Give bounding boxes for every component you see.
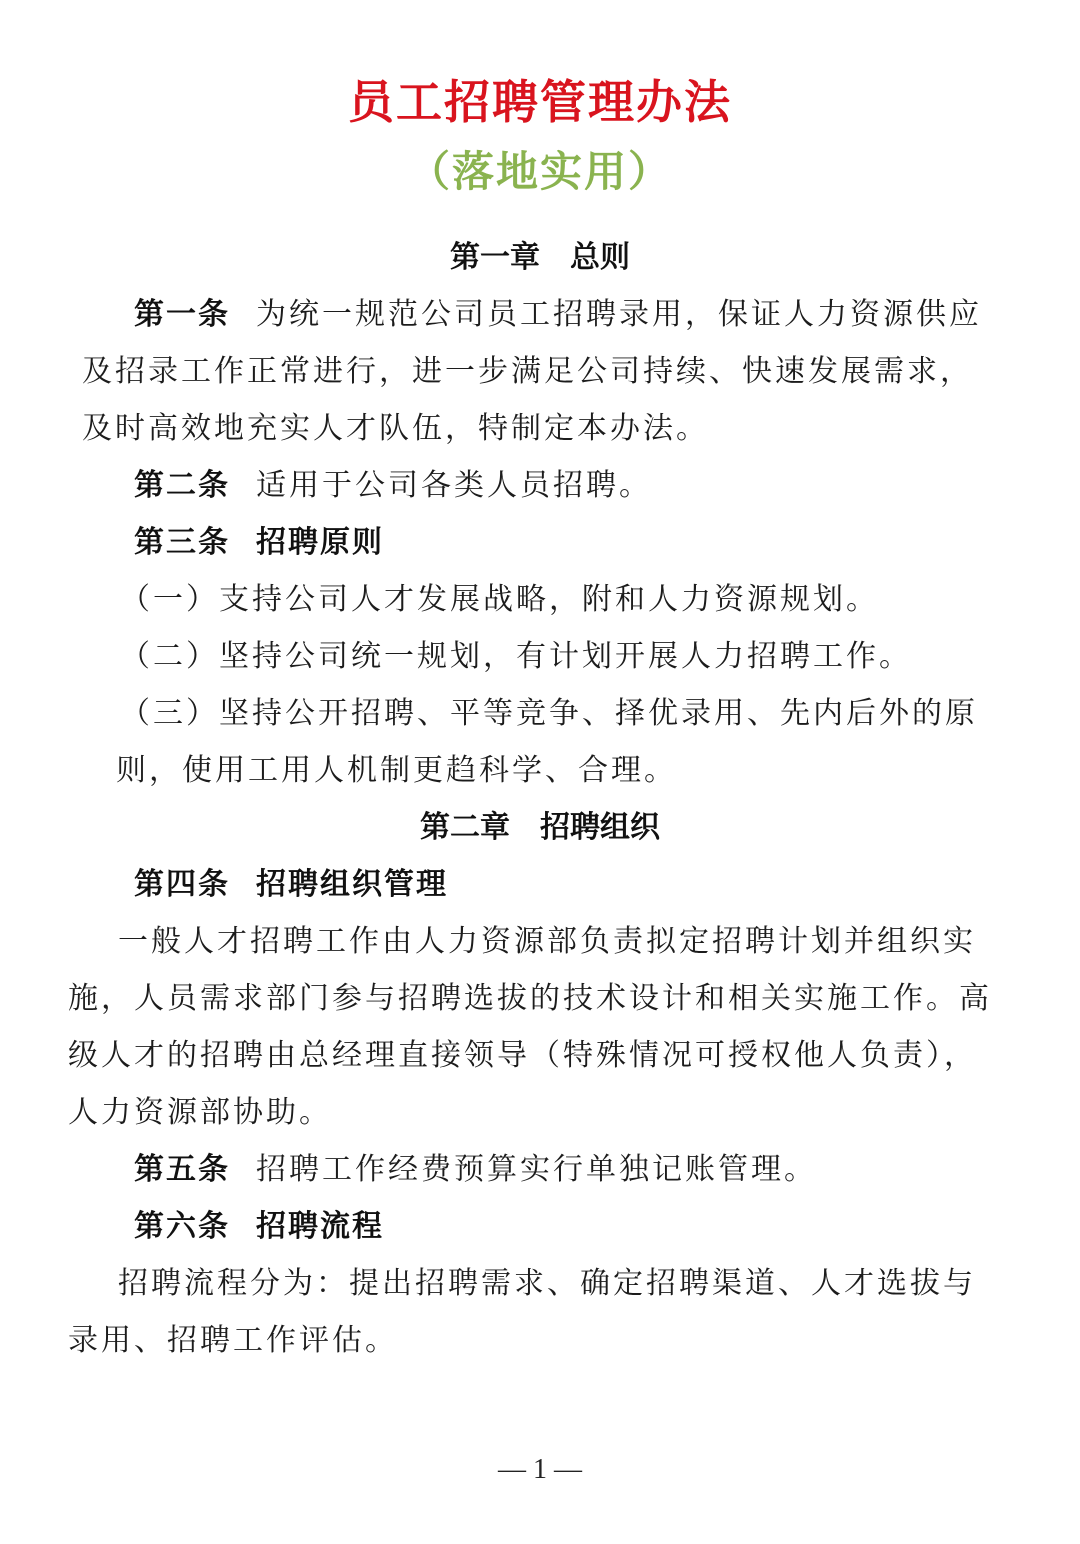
chapter-heading-1: 第一章 总则 bbox=[450, 240, 630, 275]
article-3-heading bbox=[134, 521, 384, 565]
article-title: 招聘流程 bbox=[256, 1209, 384, 1244]
article-4-line-4: 人力资源部协助。 bbox=[68, 1095, 332, 1130]
article-title: 招聘组织管理 bbox=[256, 867, 448, 902]
article-label: 第六条 bbox=[134, 1209, 230, 1244]
article-5 bbox=[134, 1148, 817, 1192]
article-text: 招聘工作经费预算实行单独记账管理。 bbox=[256, 1152, 817, 1187]
article-4-line-2: 施，人员需求部门参与招聘选拔的技术设计和相关实施工作。高 bbox=[68, 981, 992, 1016]
article-label: 第一条 bbox=[134, 297, 230, 332]
article-1-line-2: 及招录工作正常进行，进一步满足公司持续、快速发展需求， bbox=[82, 354, 973, 389]
principle-3-line-1: （三）坚持公开招聘、平等竞争、择优录用、先内后外的原 bbox=[120, 696, 978, 731]
principle-1: （一）支持公司人才发展战略，附和人力资源规划。 bbox=[120, 582, 879, 617]
document-subtitle: （落地实用） bbox=[407, 147, 672, 196]
page-number: — 1 — bbox=[498, 1454, 582, 1485]
article-label: 第三条 bbox=[134, 525, 230, 560]
principle-2: （二）坚持公司统一规划，有计划开展人力招聘工作。 bbox=[120, 639, 912, 674]
article-6-line-2: 录用、招聘工作评估。 bbox=[68, 1323, 398, 1358]
article-label: 第二条 bbox=[134, 468, 230, 503]
article-text: 为统一规范公司员工招聘录用，保证人力资源供应 bbox=[256, 297, 982, 332]
article-1-line-1 bbox=[134, 293, 982, 337]
article-4-heading bbox=[134, 863, 448, 907]
document-title: 员工招聘管理办法 bbox=[348, 75, 732, 129]
article-4-line-1: 一般人才招聘工作由人力资源部负责拟定招聘计划并组织实 bbox=[118, 924, 976, 959]
article-6-heading bbox=[134, 1205, 384, 1249]
article-title: 招聘原则 bbox=[256, 525, 384, 560]
article-text: 适用于公司各类人员招聘。 bbox=[256, 468, 652, 503]
article-2 bbox=[134, 464, 652, 508]
article-6-line-1: 招聘流程分为：提出招聘需求、确定招聘渠道、人才选拔与 bbox=[118, 1266, 976, 1301]
chapter-heading-2: 第二章 招聘组织 bbox=[420, 810, 660, 845]
article-label: 第四条 bbox=[134, 867, 230, 902]
article-label: 第五条 bbox=[134, 1152, 230, 1187]
article-1-line-3: 及时高效地充实人才队伍，特制定本办法。 bbox=[82, 411, 709, 446]
article-4-line-3: 级人才的招聘由总经理直接领导（特殊情况可授权他人负责）， bbox=[68, 1038, 977, 1073]
principle-3-line-2: 则，使用工用人机制更趋科学、合理。 bbox=[116, 753, 677, 788]
